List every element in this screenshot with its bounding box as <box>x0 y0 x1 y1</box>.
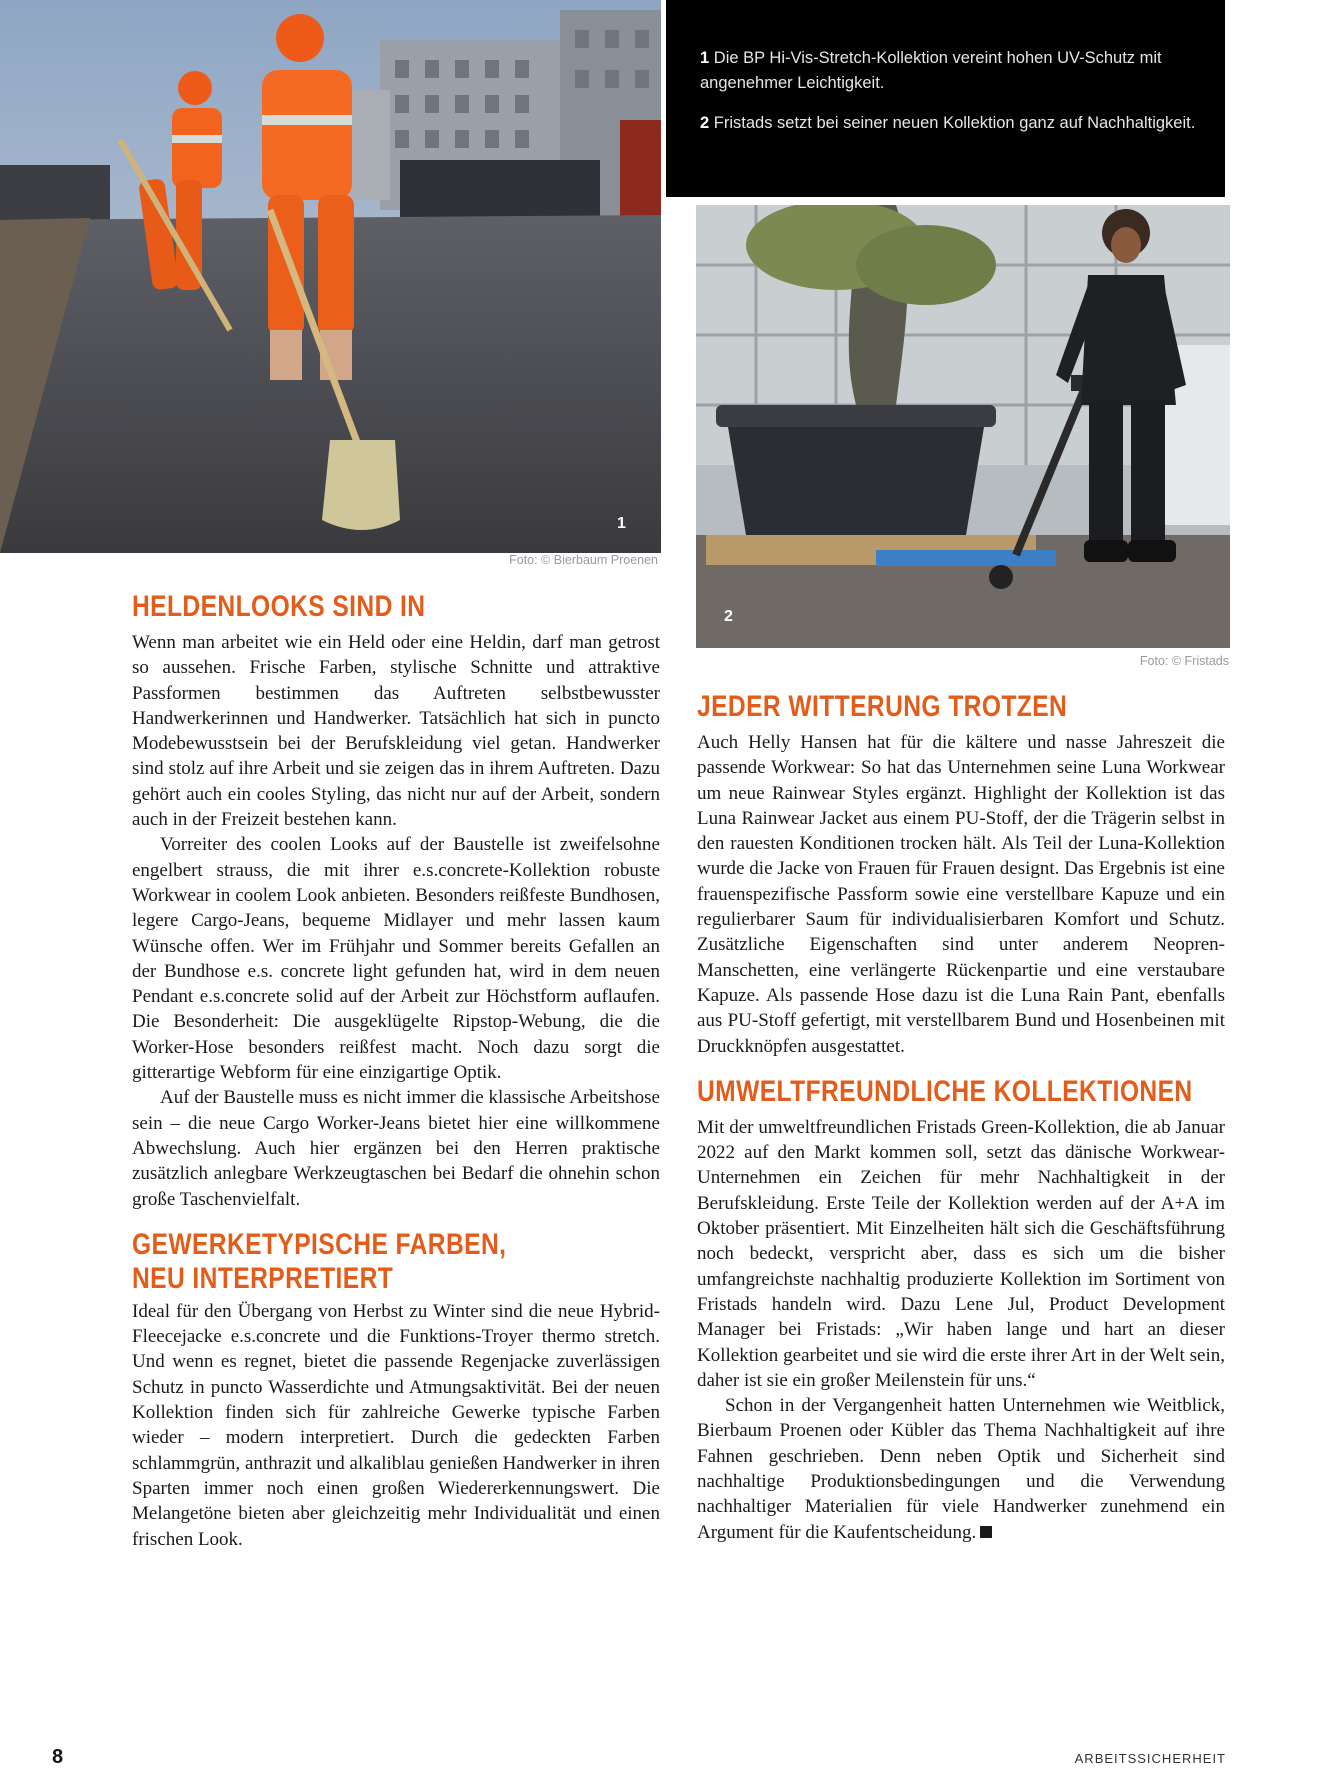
caption-2 <box>700 111 1200 136</box>
caption-box <box>666 0 1225 197</box>
caption-2-text: Fristads setzt bei seiner neuen Kollektion ganz auf Nachhaltigkeit. <box>713 114 1196 132</box>
photo-pallet-jack-worker <box>696 205 1230 648</box>
caption-1-number: 1 <box>700 49 710 67</box>
left-text-block-2 <box>132 1299 660 1552</box>
heading-umweltfreundlich: UMWELTFREUNDLICHE KOLLEKTIONEN <box>697 1074 1193 1108</box>
photo-1-credit: Foto: © Bierbaum Proenen <box>509 553 658 567</box>
left-text-block-1 <box>132 630 660 1212</box>
photo-road-workers <box>0 0 661 553</box>
right-text-block-1 <box>697 730 1225 1059</box>
paragraph-text: Schon in der Vergangenheit hatten Unternehmen wie Weitblick, Bierbaum Proenen oder Kübler das Thema Nachhaltigkeit auf ihre Fahnen geschrieben. Denn neben Optik und Sicherheit sind nachhaltige Produktionsbedingungen und die Verwendung nachhaltiger Materialien für viele Handwerker zunehmend ein Argument für die Kaufentscheidung. <box>697 1395 1225 1543</box>
photo-1-number: 1 <box>617 515 626 532</box>
heading-line: GEWERKETYPISCHE FARBEN, <box>132 1227 507 1261</box>
paragraph-with-endmark <box>697 1393 1225 1545</box>
paragraph: Vorreiter des coolen Looks auf der Baustelle ist zweifelsohne engelbert strauss, die mit ihrer e.s.concrete-Kollektion robuste Workwear in coolem Look anbieten. Besonders reißfeste Bundhosen, legere Cargo-Jeans, bequeme Midlayer und mehr lassen kaum Wünsche offen. Wer im Frühjahr und Sommer bereits Gefallen an der Bundhose e.s. concrete light gefunden hat, wird in dem neuen Pendant e.s.concrete solid auf der Arbeit zur Höchstform auflaufen. Die Besonderheit: Die ausgeklügelte Ripstop-Webung, die die Worker-Hose besonders reißfest macht. Noch dazu sorgt die gitterartige Webform für eine einzigartige Optik. <box>132 834 660 1084</box>
heading-jeder-witterung: JEDER WITTERUNG TROTZEN <box>697 690 1068 723</box>
heading-gewerketypische <box>132 1228 660 1296</box>
pallet-jack-illustration <box>696 205 1230 648</box>
right-text-block-2 <box>697 1115 1225 1545</box>
page-number: 8 <box>52 1746 64 1768</box>
heading-line: NEU INTERPRETIERT <box>132 1261 394 1295</box>
road-workers-illustration <box>0 0 661 553</box>
paragraph: Auf der Baustelle muss es nicht immer die klassische Arbeitshose sein – die neue Cargo Worker-Jeans bietet hier eine willkommene Abwechslung. Auch hier ergänzen bei den Herren praktische zusätzlich anlegbare Werkzeugtaschen bei Bedarf die ohnehin schon große Taschenvielfalt. <box>132 1087 660 1210</box>
photo-2-number: 2 <box>724 608 733 625</box>
right-column <box>697 690 1225 1545</box>
caption-1-text: Die BP Hi-Vis-Stretch-Kollektion vereint hohen UV-Schutz mit angenehmer Leichtigkeit. <box>700 49 1162 92</box>
photo-2-credit: Foto: © Fristads <box>1139 654 1229 668</box>
end-mark-icon <box>980 1526 992 1538</box>
paragraph: Wenn man arbeitet wie ein Held oder eine Heldin, darf man getrost so aussehen. Frische Farben, stylische Schnitte und attraktive Passformen bestimmen das Auftreten selbstbewusster Handwerkerinnen und Handwerker. Tatsächlich hat sich in puncto Modebewusstsein bei der Berufskleidung viel getan. Handwerker sind stolz auf ihre Arbeit und sie zeigen das in ihrem Auftreten. Dazu gehört auch ein cooles Styling, das nicht nur auf der Arbeit, sondern auch in der Freizeit bestehen kann. <box>132 632 660 831</box>
paragraph: Auch Helly Hansen hat für die kältere und nasse Jahreszeit die passende Workwear: So hat das Unternehmen seine Luna Workwear um neue Rainwear Styles ergänzt. Highlight der Kollektion ist das Luna Rainwear Jacket aus einem PU-Stoff, der die Trägerin selbst in den rauesten Konditionen trocken hält. Als Teil der Luna-Kollektion wurde die Jacke von Frauen für Frauen designt. Das Ergebnis ist eine frauenspezifische Passform sowie eine verstellbare Kapuze und ein regulierbarer Saum für individualisierbaren Komfort und Schutz. Zusätzliche Eigenschaften sind unter anderem Neopren-Manschetten, eine verlängerte Rückenpartie und eine verstaubare Kapuze. Als passende Hose dazu ist die Luna Rain Pant, ebenfalls aus PU-Stoff gefertigt, mit verstellbarem Bund und Hosenbeinen mit Druckknöpfen ausgestattet. <box>697 732 1225 1057</box>
caption-1 <box>700 46 1200 96</box>
caption-2-number: 2 <box>700 114 710 132</box>
paragraph: Ideal für den Übergang von Herbst zu Winter sind die neue Hybrid-Fleecejacke e.s.concrete und die Funktions-Troyer thermo stretch. Und wenn es regnet, bietet die passende Regenjacke zuverlässigen Schutz in puncto Wasserdichte und Atmungsaktivität. Bei der neuen Kollektion finden sich für zahlreiche Gewerke typische Farben wieder – modern interpretiert. Durch die gedeckten Farben schlammgrün, anthrazit und alkaliblau genießen Handwerker in ihren Sparten immer noch einen großen Wiedererkennungswert. Die Melangetöne bieten aber gleichzeitig mehr Individualität und einen frischen Look. <box>132 1300 660 1550</box>
section-name: ARBEITSSICHERHEIT <box>1074 1751 1226 1766</box>
left-column <box>132 590 660 1552</box>
heading-heldenlooks: HELDENLOOKS SIND IN <box>132 590 426 623</box>
paragraph: Mit der umweltfreundlichen Fristads Green-Kollektion, die ab Januar 2022 auf den Markt kommen soll, setzt das dänische Workwear-Unternehmen ein Zeichen für mehr Nachhaltigkeit in der Berufskleidung. Erste Teile der Kollektion werden auf der A+A im Oktober präsentiert. Mit Einzelheiten hält sich die Geschäftsführung noch bedeckt, verspricht aber, dass es sich um die bisher umfangreichste nachhaltig produzierte Kollektion im Sortiment von Fristads handeln wird. Dazu Lene Jul, Product Development Manager bei Fristads: „Wir haben lange und hart an dieser Kollektion gearbeitet und sie wird die erste ihrer Art in der Welt sein, daher ist sie ein großer Meilenstein für uns.“ <box>697 1116 1225 1391</box>
